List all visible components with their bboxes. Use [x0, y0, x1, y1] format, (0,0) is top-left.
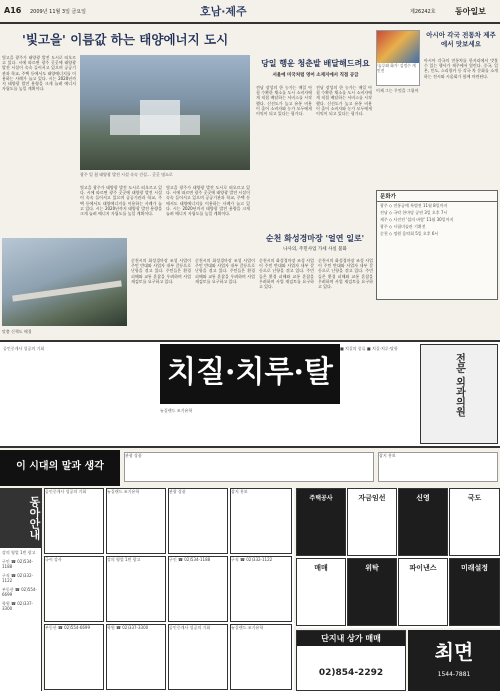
- small-ad-label: 주택공사: [309, 495, 333, 502]
- small-ad[interactable]: [296, 488, 346, 556]
- lead-headline: '빛고을' 이름값 하는 태양에너지 도시: [22, 32, 229, 47]
- small-ad[interactable]: [347, 488, 397, 556]
- ad-row-1: 관광 상품: [124, 452, 374, 482]
- road-body: 순천시의 화성경마장 조성 사업이 주민 반대와 사업자 내부 갈등으로 난항을 겪고 있다. 주민들은 환경 피해와 교통 혼잡을 우려하며 사업 재검토를 요구하고 있다.: [131, 258, 191, 284]
- classified-ad[interactable]: 부동산 ☎ 02)554-6699: [44, 624, 104, 690]
- clinic-label: 전문 외과의원: [453, 353, 465, 417]
- road-headline: 순천 화성경마장 '얼연 일로': [265, 233, 365, 243]
- classified-ad[interactable]: 뉴질랜드 조기유학: [106, 488, 166, 554]
- lead-photo-caption: 광주 일 첨 태양광 발전 시설 속속 건설… 곳곳 명소로: [80, 172, 173, 177]
- road-body-4: 순천시의 화성경마장 조성 사업이 주민 반대와 사업자 내부 갈등으로 난항을 겪고 있다. 주민들은 환경 피해와 교통 혼잡을 우려하며 사업 재검토를 요구하고 있다.: [318, 258, 373, 290]
- shop-sale-title: 단지내 상가 매매: [297, 631, 405, 646]
- classified-ad[interactable]: 뉴질랜드 조기유학: [230, 624, 292, 690]
- small-ad-label: 위탁: [365, 564, 379, 572]
- ad-band: [0, 340, 500, 448]
- lead-body-3: 빛고을 광주가 태양광 발전 도시로 떠오르고 있다. 시에 따르면 광주 곳곳에 태양광 발전 시설이 속속 들어서고 있으며 공공기관과 학교, 주택 등에서도 태양에너지를 이용하는 사례가 늘고 있다. 시는 2020년까지 태양광 발전 용량을 크게 늘려 에너지 자립도를 높일 계획이다.: [166, 185, 250, 217]
- road-subhead: 나사의, 주민사업 가세 사실 불화: [283, 247, 347, 252]
- classified-ad[interactable]: 강의 영업 1번 광고: [106, 556, 166, 622]
- small-ad[interactable]: [449, 558, 500, 626]
- classified-item: 구직 ☎ 02)332-1122: [2, 573, 33, 583]
- lead-photo: [80, 55, 250, 170]
- small-ad[interactable]: [398, 488, 448, 556]
- small-ad-label: 매매: [314, 564, 328, 572]
- feature-body: 전남 장성의 한 농가는 매일 아침 수확한 채소를 도시 소비자에게 직접 배달하는 서비스를 시작했다. 신선도가 높고 유통 비용이 줄어 소비자와 농가 모두에게 이익이 되고 있다는 평가다.: [256, 85, 312, 117]
- classified-ad[interactable]: 공인중개사 성공의 기회: [168, 624, 228, 690]
- art-box: [376, 30, 420, 86]
- feature-body-2: 전남 장성의 한 농가는 매일 아침 수확한 채소를 도시 소비자에게 직접 배달하는 서비스를 시작했다. 신선도가 높고 유통 비용이 줄어 소비자와 농가 모두에게 이익이 되고 있다는 평가다.: [316, 85, 372, 117]
- issue-number: 제26242호: [410, 9, 436, 15]
- page-number: A16: [4, 6, 22, 15]
- page-date: 2009년 11월 3일 금요일: [30, 9, 87, 15]
- paper-name: 동아일보: [455, 7, 486, 16]
- ad-band-mid: 뉴질랜드 조기유학: [160, 408, 193, 413]
- classified-ad[interactable]: 학원 ☎ 02)337-3300: [106, 624, 166, 690]
- ad-band-left: 공인중개사 성공의 기회: [3, 346, 45, 351]
- feature-headline: 당일 행운 청춘밭 배달해드려요: [261, 58, 370, 68]
- small-ad[interactable]: [296, 558, 346, 626]
- small-ad-label: 미래설정: [460, 564, 489, 572]
- art-box-title: '놀루와 화가' 김정수 개인전: [377, 63, 416, 73]
- hypnosis-ad[interactable]: [408, 630, 500, 691]
- small-ad-label: 국도: [467, 494, 482, 502]
- classified-ad[interactable]: 잡지 홍보: [230, 488, 292, 554]
- hemorrhoid-ad-top: ■ 치질의 종류 ■ 치질·치루·탈항: [340, 346, 398, 351]
- culture-title: 문화가: [377, 191, 497, 202]
- classified-ad[interactable]: 구직 ☎ 02)332-1122: [230, 556, 292, 622]
- road-photo: [2, 238, 127, 326]
- culture-item: 순천 ◇ 정원 음악회 5일 오후 6시: [380, 231, 439, 236]
- hypnosis-title: 최면: [434, 640, 474, 664]
- road-photo-caption: 맞춤 신책도 해경: [2, 329, 32, 334]
- feature-subhead: 서울에 미국처럼 영어 소재지에서 직접 공급: [272, 73, 359, 78]
- clinic-ad[interactable]: [420, 344, 498, 444]
- classified-item: 학원 ☎ 02)337-3300: [2, 601, 33, 611]
- lead-body-2: 빛고을 광주가 태양광 발전 도시로 떠오르고 있다. 시에 따르면 광주 곳곳에 태양광 발전 시설이 속속 들어서고 있으며 공공기관과 학교, 주택 등에서도 태양에너지를 이용하는 사례가 늘고 있다. 시는 2020년까지 태양광 발전 용량을 크게 늘려 에너지 자립도를 높일 계획이다.: [80, 185, 162, 217]
- culture-item: 전남 ◇ 국악 한마당 공연 3일 오후 7시: [380, 210, 448, 215]
- classified-grid: [44, 488, 294, 691]
- hypnosis-phone: 1544-7881: [437, 671, 471, 678]
- section-title: 호남·제주: [200, 5, 247, 18]
- classified-column: [0, 488, 42, 691]
- small-ads-grid: [296, 488, 500, 628]
- classified-ad[interactable]: 공인중개사 성공의 기회: [44, 488, 104, 554]
- hemorrhoid-ad-title: 치질·치루·탈항: [167, 355, 333, 448]
- culture-item: 광주 ◇ 전통공예 특별전 11월 8일까지: [380, 203, 448, 208]
- small-ad-label: 신영: [416, 494, 430, 502]
- small-ad[interactable]: [398, 558, 448, 626]
- small-ad[interactable]: [449, 488, 500, 556]
- lead-body: 빛고을 광주가 태양광 발전 도시로 떠오르고 있다. 시에 따르면 광주 곳곳에 태양광 발전 시설이 속속 들어서고 있으며 공공기관과 학교, 주택 등에서도 태양에너지를 이용하는 사례가 늘고 있다. 시는 2020년까지 태양광 발전 용량을 크게 늘려 에너지 자립도를 높일 계획이다.: [2, 55, 76, 92]
- culture-item: 광주 ◇ 시립미술관 기획전: [380, 224, 426, 229]
- classified-item: 강의 영업 1번 광고: [2, 550, 36, 555]
- ad-row-2: 잡지 홍보: [378, 452, 498, 482]
- small-ad-label: 자금임선: [358, 494, 386, 502]
- road-body-2: 순천시의 화성경마장 조성 사업이 주민 반대와 사업자 내부 갈등으로 난항을 겪고 있다. 주민들은 환경 피해와 교통 혼잡을 우려하며 사업 재검토를 요구하고 있다.: [195, 258, 255, 284]
- culture-box: [376, 190, 498, 300]
- shop-sale-ad[interactable]: [296, 630, 406, 691]
- classified-item: 부동산 ☎ 02)554-6699: [2, 587, 37, 597]
- road-body-3: 순천시의 화성경마장 조성 사업이 주민 반대와 사업자 내부 갈등으로 난항을 겪고 있다. 주민들은 환경 피해와 교통 혼잡을 우려하며 사업 재검토를 요구하고 있다.: [259, 258, 314, 290]
- classified-ad[interactable]: 구인 ☎ 02)534-1188: [168, 556, 228, 622]
- magazine-ad[interactable]: [0, 450, 120, 486]
- art-body: 이제 그는 무엇을 그릴까: [376, 88, 419, 93]
- culture-item: 제주 ◇ 사진전 '섬의 바람' 11월 30일까지: [380, 217, 454, 222]
- classified-ad[interactable]: 국어 강사: [44, 556, 104, 622]
- classified-title: 동아안내: [0, 488, 42, 548]
- magazine-title: 이 시대의 말과 생각: [16, 461, 104, 472]
- page-header: [0, 0, 500, 24]
- small-ad-label: 파이낸스: [409, 564, 437, 572]
- small-ad[interactable]: [347, 558, 397, 626]
- art-image: [377, 31, 419, 63]
- classified-ad[interactable]: 관광 상품: [168, 488, 228, 554]
- right-headline: 아시아 각국 전통차 제주에서 맛보세요: [426, 31, 496, 48]
- classified-item: 구인 ☎ 02)534-1188: [2, 559, 33, 569]
- shop-sale-phone: 02)854-2292: [318, 668, 384, 678]
- right-body: 아시아 각국의 전통차를 한자리에서 맛볼 수 있는 행사가 제주에서 열린다. 중국, 일본, 인도, 스리랑카 등 각국 차 문화를 소개하는 전시와 시음회가 함께 마련된다.: [424, 58, 498, 79]
